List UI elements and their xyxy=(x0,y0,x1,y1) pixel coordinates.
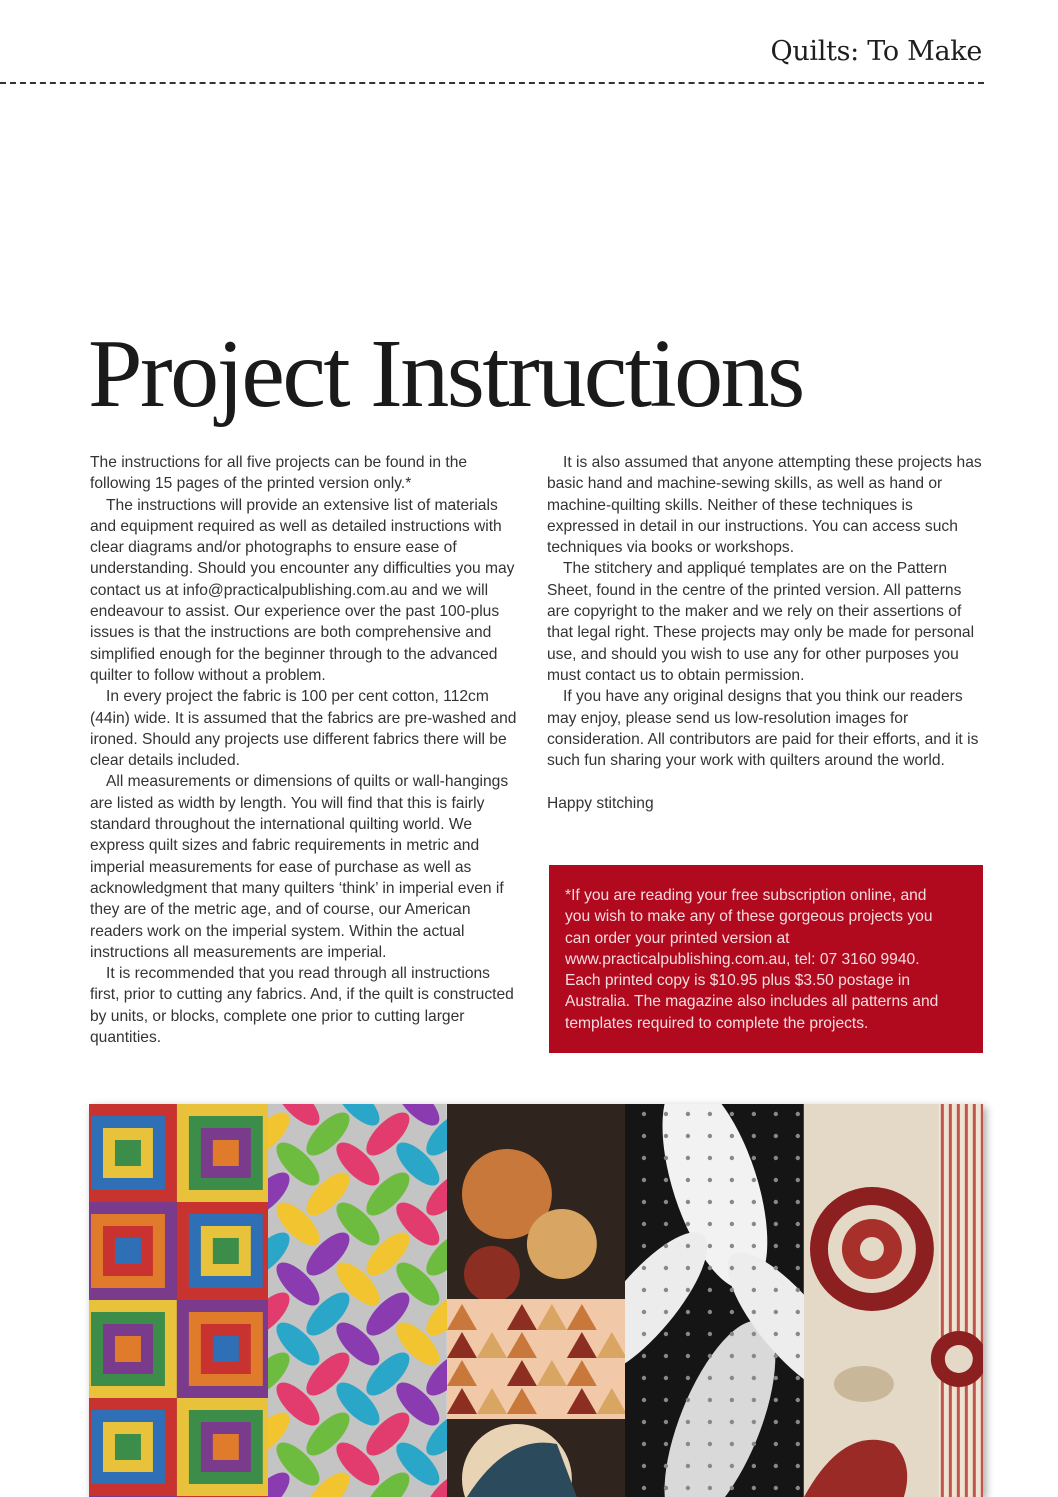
submissions-paragraph: If you have any original designs that you think our readers may enjoy, please send us low-resolution images for consideration. All contributors are paid for their efforts, and it is such fun sharing your work with quilters around the world. xyxy=(547,688,979,770)
page-title: Project Instructions xyxy=(88,320,803,428)
log-cabin-quilt-image xyxy=(89,1104,268,1497)
skills-paragraph: It is also assumed that anyone attempting these projects has basic hand and machine-sewing skills, as well as hand or machine-quilting skills. Neither of these techniques is expressed in detail in our instructions. You can access such techniques via books or workshops. xyxy=(547,454,982,557)
subscription-notice-text: *If you are reading your free subscription online, and you wish to make any of these gorgeous projects you can order your printed version at www.practicalpublishing.com.au, tel: 07 3160 9940. Each printed copy is $10.95 plus $3.50 postage in Australia. The magazine also includes all patterns and templates required to complete the projects. xyxy=(565,887,939,1032)
red-circles-quilt-image xyxy=(804,1104,983,1497)
materials-paragraph: The instructions will provide an extensive list of materials and equipment required as well as detailed instructions with clear diagrams and/or photographs to ensure ease of understanding. Should you encounter any difficulties you may contact us at info@practicalpublishing.com.au and we will endeavour to assist. Our experience over the past 100-plus issues is that the instructions are both comprehensive and simplified enough for the beginner through to the advanced quilter to follow without a problem. xyxy=(90,496,515,684)
left-text-column xyxy=(90,452,522,1048)
intro-paragraph: The instructions for all five projects can be found in the following 15 pages of the printed version only.* xyxy=(90,454,468,493)
black-white-quilt-image xyxy=(625,1104,804,1497)
fabric-paragraph: In every project the fabric is 100 per cent cotton, 112cm (44in) wide. It is assumed that the fabrics are pre-washed and ironed. Should any projects use different fabrics there will be clear details included. xyxy=(90,688,517,770)
templates-paragraph: The stitchery and appliqué templates are on the Pattern Sheet, found in the centre of the printed version. All patterns are copyright to the maker and we rely on their assertions of that legal right. These projects may only be made for personal use, and should you wish to use any for other purposes you must contact us to obtain permission. xyxy=(547,560,975,684)
black-white-quilt-photo xyxy=(625,1104,804,1497)
log-cabin-quilt-photo xyxy=(89,1104,268,1497)
red-circles-quilt-photo xyxy=(804,1104,983,1497)
asian-print-quilt-photo xyxy=(447,1104,626,1497)
orange-peel-quilt-image xyxy=(268,1104,447,1497)
subscription-notice-box xyxy=(549,865,983,1053)
measurements-paragraph: All measurements or dimensions of quilts or wall-hangings are listed as width by length. You will find that this is fairly standard throughout the international quilting world. We express quilt sizes and fabric requirements in metric and imperial measurements for ease of purchase as well as acknowledgment that many quilters ‘think’ in imperial even if they are of the metric age, and of course, our American readers work on the imperial system. Within the actual instructions all measurements are imperial. xyxy=(90,773,509,961)
quilt-photo-strip xyxy=(89,1104,983,1497)
section-title: Quilts: To Make xyxy=(770,36,982,67)
recommendation-paragraph: It is recommended that you read through all instructions first, prior to cutting any fabrics. And, if the quilt is constructed by units, or blocks, complete one prior to cutting larger quantities. xyxy=(90,965,514,1047)
right-text-column xyxy=(547,452,983,814)
dashed-divider xyxy=(0,82,984,84)
orange-peel-quilt-photo xyxy=(268,1104,447,1497)
asian-print-quilt-image xyxy=(447,1104,626,1497)
sign-off: Happy stitching xyxy=(547,794,654,812)
